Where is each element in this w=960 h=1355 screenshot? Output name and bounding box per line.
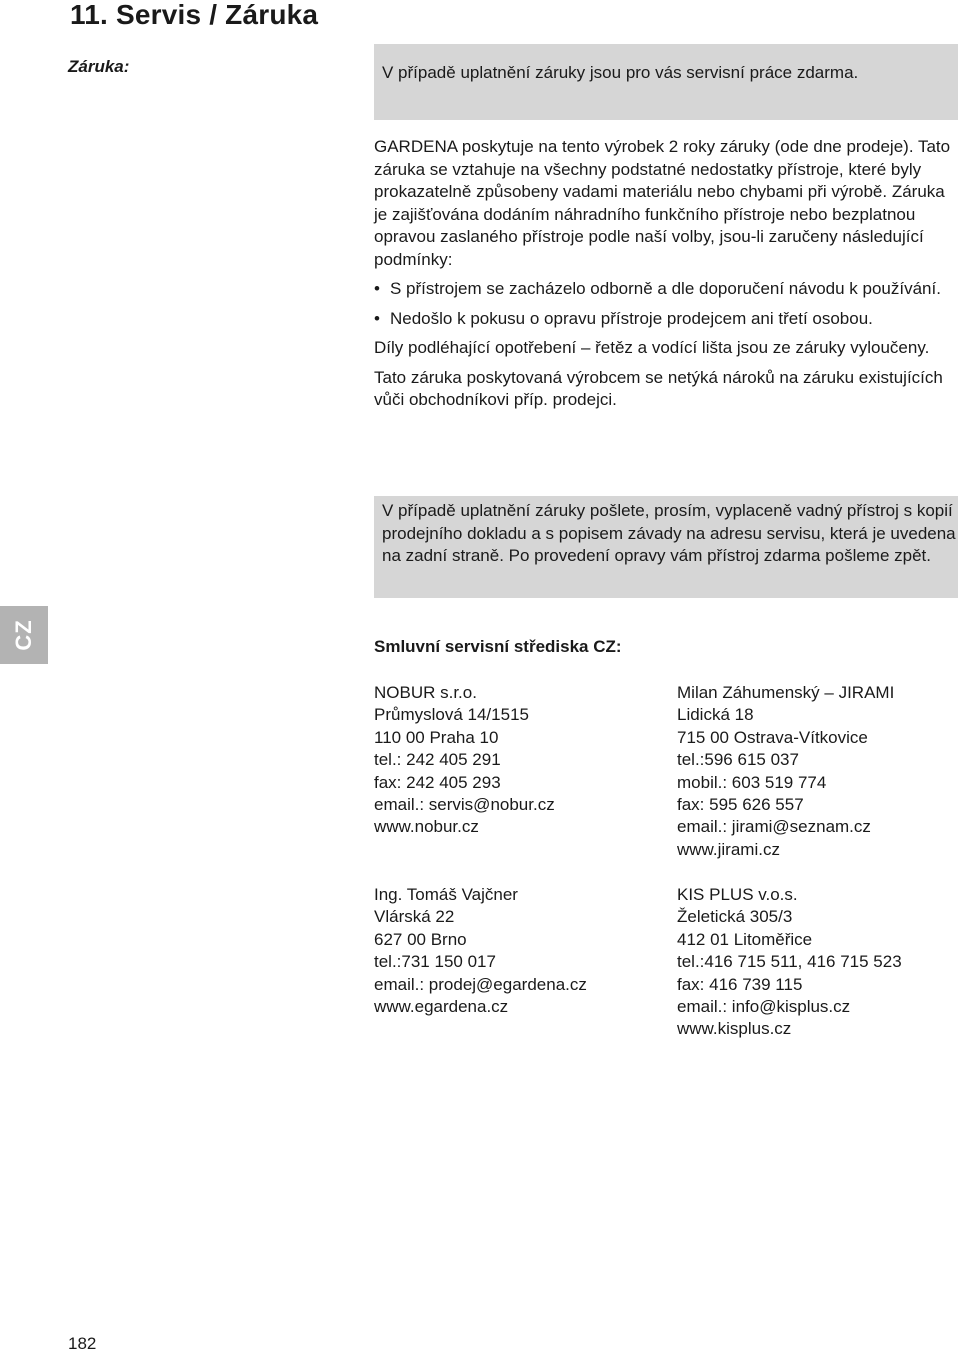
warranty-notice-box [374,44,958,120]
address-line: Ing. Tomáš Vajčner [374,885,518,904]
phone-line: tel.:731 150 017 [374,952,496,972]
warranty-paragraph-main: GARDENA poskytuje na tento výrobek 2 roky záruky (ode dne prodeje). Tato záruka se vztahuje na všechny podstatné nedostatky přístroje, které byly prokazatelně způsobeny vadami materiálu nebo chybami při výrobě. Záruka je zajišťována dodáním náhradního funkčního přístroje nebo bezplatnou opravou zaslaného přístroje podle naší volby, jsou-li zaručeny následující podmínky: [374,137,951,269]
fax-line: fax: 416 739 115 [677,974,803,994]
condition-bullet [374,278,954,301]
service-center-address [677,884,957,1041]
warranty-paragraph-parts: Díly podléhající opotřebení – řetěz a vodící lišta jsou ze záruky vyloučeny. [374,338,930,357]
warranty-claim-text: V případě uplatnění záruky pošlete, prosím, vyplaceně vadný přístroj s kopií prodejního dokladu a s popisem závady na adresu servisu, která je uvedena na zadní straně. Po provedení opravy vám přístroj zdarma pošleme zpět. [382,501,956,565]
address-line: Průmyslová 14/1515 [374,705,529,725]
bullet-icon: • [374,279,380,298]
service-center-address [677,682,957,861]
phone-line: tel.:416 715 511, 416 715 523 [677,952,902,972]
website-line: www.egardena.cz [374,997,509,1017]
condition-bullet [374,308,954,331]
email-line: email.: info@kisplus.cz [677,997,851,1017]
service-centers-heading: Smluvní servisní střediska CZ: [374,637,622,656]
language-tab [0,606,48,664]
address-line: Vlárská 22 [374,907,455,927]
website-line: www.jirami.cz [677,839,780,859]
address-line: Milan Záhumenský – JIRAMI [677,683,895,702]
address-line: 627 00 Brno [374,929,467,949]
bullet-icon: • [374,308,380,328]
phone-line: tel.:596 615 037 [677,750,799,770]
warranty-paragraph-dealer: Tato záruka poskytovaná výrobcem se netýká nároků na záruku existujících vůči obchodníkovi příp. prodejci. [374,367,943,409]
service-center-address [374,884,654,1018]
email-line: email.: prodej@egardena.cz [374,974,587,994]
address-line: 412 01 Litoměřice [677,929,813,949]
section-label-warranty: Záruka: [68,57,130,76]
fax-line: fax: 242 405 293 [374,772,501,792]
address-line: Želetická 305/3 [677,907,793,927]
address-line: KIS PLUS v.o.s. [677,885,798,904]
service-center-address [374,682,654,839]
address-line: Lidická 18 [677,705,754,725]
page-title: 11. Servis / Záruka [70,0,319,30]
email-line: email.: servis@nobur.cz [374,795,555,815]
address-line: NOBUR s.r.o. [374,683,477,702]
email-line: email.: jirami@seznam.cz [677,817,871,837]
website-line: www.nobur.cz [374,817,479,837]
language-tab-label: CZ [11,619,36,651]
address-line: 110 00 Praha 10 [374,727,499,747]
condition-text: Nedošlo k pokusu o opravu přístroje prodejcem ani třetí osobou. [390,308,873,328]
page-number: 182 [68,1334,97,1353]
warranty-body [374,136,954,419]
condition-text: S přístrojem se zacházelo odborně a dle doporučení návodu k používání. [390,279,941,298]
website-line: www.kisplus.cz [677,1019,792,1039]
address-line: 715 00 Ostrava-Vítkovice [677,727,868,747]
phone-line: tel.: 242 405 291 [374,750,501,770]
fax-line: fax: 595 626 557 [677,795,804,815]
warranty-notice-text: V případě uplatnění záruky jsou pro vás servisní práce zdarma. [382,63,859,82]
mobile-line: mobil.: 603 519 774 [677,772,827,792]
warranty-claim-box [374,496,958,598]
